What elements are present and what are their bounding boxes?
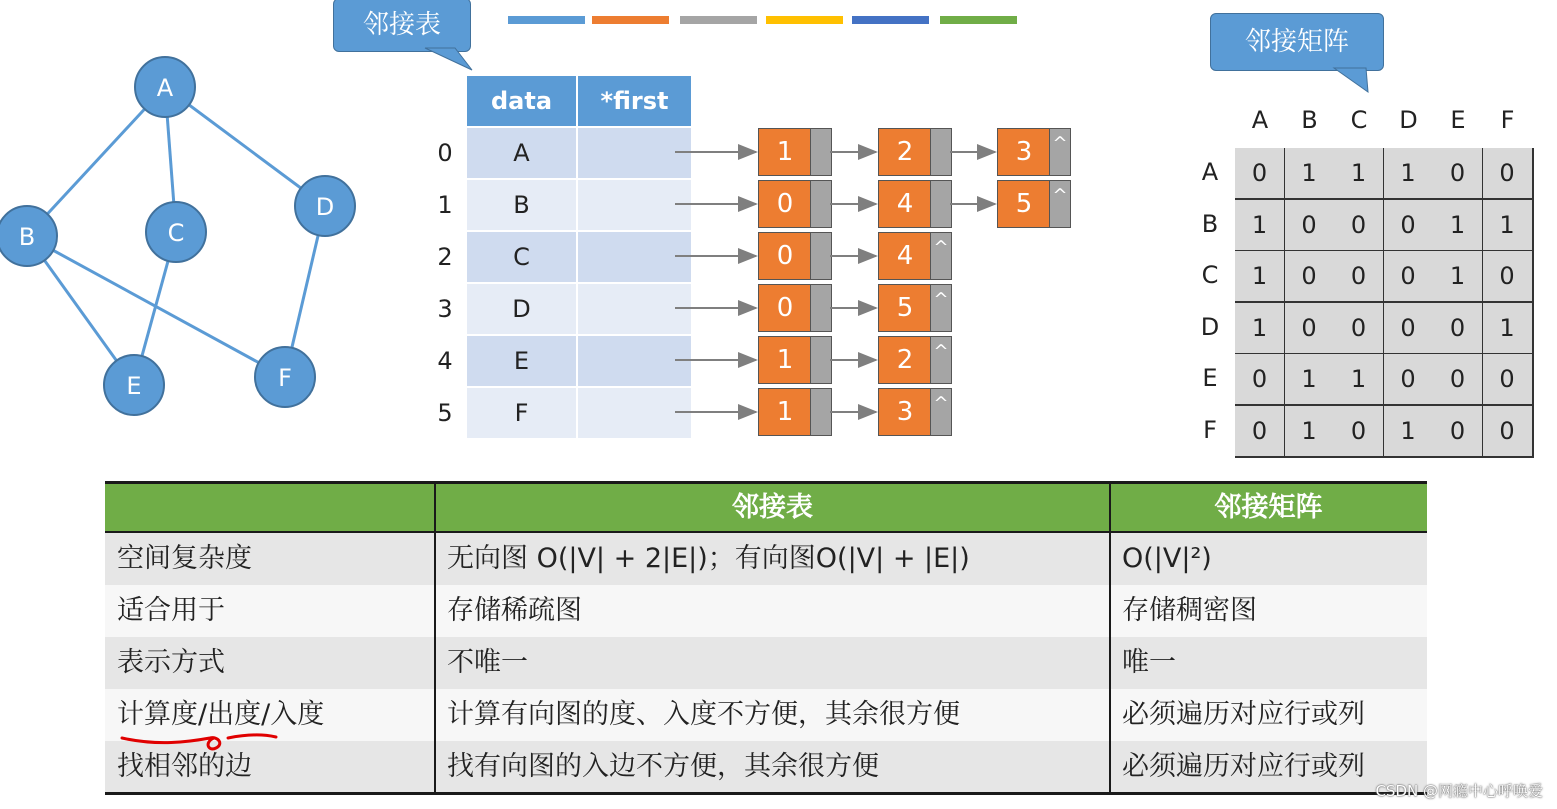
comparison-cell: 无向图 O(|V| + 2|E|)；有向图O(|V| + |E|) xyxy=(447,543,970,574)
matrix-cell: 0 xyxy=(1235,354,1286,406)
matrix-cell: 0 xyxy=(1334,251,1385,303)
comparison-cell: 必须遍历对应行或列 xyxy=(1122,751,1365,782)
matrix-cell: 0 xyxy=(1433,303,1484,355)
vertex-index: 2 xyxy=(437,243,453,271)
comparison-header-row xyxy=(105,481,1427,533)
matrix-cell: 0 xyxy=(1334,303,1385,355)
edge-node-value: 1 xyxy=(758,336,812,384)
comparison-row xyxy=(105,741,1427,793)
comparison-header-cell: 邻接矩阵 xyxy=(1214,492,1323,523)
vertex-data-cell: C xyxy=(467,232,576,282)
matrix-cell: 1 xyxy=(1433,200,1484,252)
graph-vertex-label: B xyxy=(18,223,36,251)
vertex-index: 3 xyxy=(437,295,453,323)
edge-node-value: 0 xyxy=(758,180,812,228)
matrix-cell: 1 xyxy=(1285,406,1336,458)
matrix-cell: 1 xyxy=(1483,200,1534,252)
column-separator xyxy=(1109,481,1111,794)
handwritten-underline xyxy=(118,728,288,758)
adj-matrix-callout-label: 邻接矩阵 xyxy=(1244,27,1349,57)
comparison-cell: 空间复杂度 xyxy=(117,543,252,574)
edge-node-value: 0 xyxy=(758,284,812,332)
edge-node-next: ^ xyxy=(1049,128,1071,176)
matrix-row-header: D xyxy=(1200,312,1220,341)
comparison-header-cell: 邻接表 xyxy=(732,492,813,523)
list-arrows xyxy=(0,0,1100,460)
matrix-row-header: C xyxy=(1201,261,1219,289)
matrix-cell: 0 xyxy=(1235,406,1286,458)
comparison-cell: 必须遍历对应行或列 xyxy=(1122,699,1365,730)
comparison-row xyxy=(105,533,1427,585)
comparison-cell: 适合用于 xyxy=(117,595,225,626)
edge-node-value: 4 xyxy=(878,180,932,228)
matrix-cell: 1 xyxy=(1285,354,1336,406)
comparison-cell: 不唯一 xyxy=(447,647,528,678)
matrix-col-header: D xyxy=(1399,106,1418,134)
comparison-cell: 计算度/出度/入度 xyxy=(117,699,325,730)
matrix-cell: 0 xyxy=(1384,251,1435,303)
matrix-cell: 0 xyxy=(1433,354,1484,406)
matrix-row-header: F xyxy=(1203,415,1217,444)
matrix-cell: 1 xyxy=(1384,148,1435,200)
comparison-cell: O(|V|²) xyxy=(1122,543,1212,574)
matrix-row-header: B xyxy=(1201,209,1219,238)
col-header-data: data xyxy=(467,76,576,126)
edge-node-value: 4 xyxy=(878,232,932,280)
matrix-col-header: C xyxy=(1350,106,1368,134)
graph-vertex-label: A xyxy=(156,74,174,102)
edge-node-value: 5 xyxy=(997,180,1051,228)
watermark: CSDN @网瘾中心呼唤爱 xyxy=(1375,782,1543,800)
comparison-cell: 找相邻的边 xyxy=(117,751,252,782)
comparison-cell: 计算有向图的度、入度不方便，其余很方便 xyxy=(447,699,960,730)
table-bottom-border xyxy=(105,792,1427,795)
matrix-col-header: E xyxy=(1450,106,1466,134)
graph-vertex-label: F xyxy=(278,364,292,392)
matrix-cell: 1 xyxy=(1334,148,1385,200)
graph-vertex-label: D xyxy=(315,193,335,221)
edge-node-next: ^ xyxy=(930,336,952,384)
edge-node-value: 3 xyxy=(997,128,1051,176)
matrix-cell: 1 xyxy=(1433,251,1484,303)
matrix-cell: 0 xyxy=(1433,148,1484,200)
comparison-row xyxy=(105,689,1427,741)
vertex-data-cell: B xyxy=(467,180,576,230)
vertex-data-cell: D xyxy=(467,284,576,334)
matrix-col-header: F xyxy=(1500,106,1515,134)
vertex-index: 4 xyxy=(437,347,453,375)
adj-list-callout-label: 邻接表 xyxy=(362,10,441,40)
vertex-index: 1 xyxy=(437,191,453,219)
matrix-cell: 1 xyxy=(1384,406,1435,458)
edge-node-value: 5 xyxy=(878,284,932,332)
matrix-cell: 0 xyxy=(1433,406,1484,458)
matrix-cell: 0 xyxy=(1334,200,1385,252)
edge-node-value: 1 xyxy=(758,388,812,436)
graph-vertex-label: E xyxy=(126,372,142,400)
matrix-col-header: A xyxy=(1251,106,1269,134)
matrix-cell: 0 xyxy=(1384,303,1435,355)
edge-node-value: 2 xyxy=(878,128,932,176)
matrix-cell: 0 xyxy=(1285,251,1336,303)
col-header-first: *first xyxy=(578,76,691,126)
comparison-cell: 唯一 xyxy=(1122,647,1176,678)
comparison-cell: 存储稠密图 xyxy=(1122,595,1257,626)
matrix-cell: 1 xyxy=(1235,303,1286,355)
matrix-col-header: B xyxy=(1301,106,1318,134)
matrix-cell: 1 xyxy=(1483,303,1534,355)
matrix-row-header: E xyxy=(1202,364,1218,392)
comparison-row xyxy=(105,637,1427,689)
comparison-cell: 找有向图的入边不方便，其余很方便 xyxy=(447,751,879,782)
matrix-cell: 1 xyxy=(1285,148,1336,200)
edge-node-value: 3 xyxy=(878,388,932,436)
matrix-cell: 0 xyxy=(1235,148,1286,200)
matrix-cell: 1 xyxy=(1235,200,1286,252)
vertex-data-cell: E xyxy=(467,336,576,386)
comparison-header-cell xyxy=(105,484,435,536)
vertex-data-cell: F xyxy=(467,388,576,438)
edge-node-value: 2 xyxy=(878,336,932,384)
vertex-index: 5 xyxy=(437,399,453,427)
adj-matrix-callout-tail xyxy=(1330,62,1390,102)
comparison-row xyxy=(105,585,1427,637)
matrix-cell: 0 xyxy=(1483,406,1534,458)
matrix-cell: 0 xyxy=(1483,148,1534,200)
edge-node-next: ^ xyxy=(1049,180,1071,228)
edge-node-value: 0 xyxy=(758,232,812,280)
edge-node-next: ^ xyxy=(930,388,952,436)
matrix-cell: 0 xyxy=(1285,200,1336,252)
matrix-cell: 0 xyxy=(1334,406,1385,458)
column-separator xyxy=(434,481,436,794)
matrix-cell: 0 xyxy=(1285,303,1336,355)
matrix-cell: 0 xyxy=(1483,251,1534,303)
vertex-index: 0 xyxy=(437,139,453,167)
edge-node-next: ^ xyxy=(930,284,952,332)
matrix-cell: 0 xyxy=(1483,354,1534,406)
comparison-cell: 表示方式 xyxy=(117,647,225,678)
vertex-data-cell: A xyxy=(467,128,576,178)
edge-node-next: ^ xyxy=(930,232,952,280)
matrix-row-header: A xyxy=(1201,158,1219,186)
matrix-cell: 1 xyxy=(1235,251,1286,303)
comparison-cell: 存储稀疏图 xyxy=(447,595,582,626)
matrix-cell: 0 xyxy=(1384,354,1435,406)
matrix-cell: 0 xyxy=(1384,200,1435,252)
graph-vertex-label: C xyxy=(167,219,185,247)
matrix-cell: 1 xyxy=(1334,354,1385,406)
edge-node-value: 1 xyxy=(758,128,812,176)
